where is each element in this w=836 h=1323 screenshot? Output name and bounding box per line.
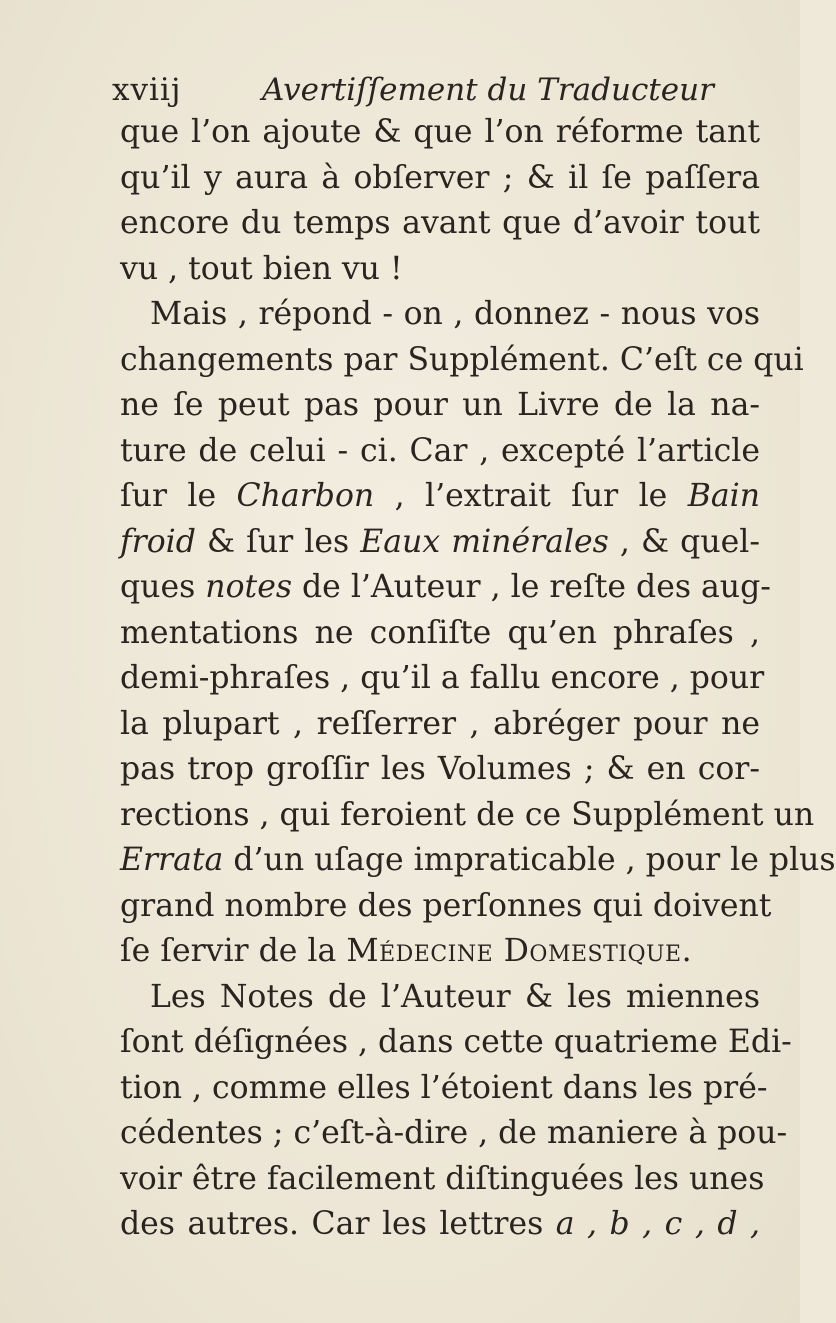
italic-term: Eaux minérales (360, 523, 609, 560)
text-run: d’un uſage impraticable , pour le plus (223, 842, 836, 878)
text-line: changements par Supplément. C’eſt ce qui (120, 341, 804, 378)
page-number: xviij (112, 72, 182, 108)
running-title: Avertiſſement du Traducteur (262, 72, 714, 108)
italic-term: froid (120, 523, 196, 560)
text-line: encore du temps avant que d’avoir tout (120, 205, 760, 241)
text-line: que l’on ajoute & que l’on réforme tant (120, 114, 760, 150)
small-caps-title: Médecine Domestique. (346, 933, 693, 969)
page-header (112, 70, 752, 110)
text-line: ſont déſignées , dans cette quatrieme Edi- (120, 1024, 792, 1060)
text-run: & ſur les (195, 523, 361, 560)
italic-term: notes (205, 569, 292, 605)
text-line (120, 929, 760, 975)
text-line: mentations ne conſiſte qu’en phraſes , (120, 614, 760, 651)
text-run: ſe ſervir de la (120, 933, 347, 969)
text-line: grand nombre des perſonnes qui doivent (120, 887, 772, 924)
text-line (120, 1202, 760, 1248)
text-run: de l’Auteur , le reſte des aug- (292, 569, 771, 605)
text-line: ne ſe peut pas pour un Livre de la na- (120, 387, 760, 423)
text-line: Les Notes de l’Auteur & les miennes (150, 978, 760, 1015)
text-line (120, 520, 760, 566)
text-line (120, 474, 760, 520)
text-line: qu’il y aura à obſerver ; & il ſe paſſera (120, 159, 760, 196)
text-line: la plupart , reſſerrer , abréger pour ne (120, 705, 760, 742)
body-text (120, 110, 836, 1248)
text-run: ques (120, 569, 206, 605)
text-line: ture de celui - ci. Car , excepté l’article (120, 432, 760, 469)
text-line (120, 838, 836, 884)
italic-letters: a , b , c , d , (555, 1206, 760, 1242)
italic-term: Charbon (236, 478, 375, 514)
text-run: ſur le (120, 478, 237, 514)
text-line: vu , tout bien vu ! (120, 250, 403, 287)
text-line (120, 565, 771, 611)
text-line: demi-phraſes , qu’il a fallu encore , pour (120, 660, 765, 696)
text-line: pas trop groſſir les Volumes ; & en cor- (120, 751, 760, 787)
text-run: , & quel- (608, 523, 760, 560)
text-line: Mais , répond - on , donnez - nous vos (150, 296, 760, 332)
text-run: des autres. Car les lettres (120, 1206, 556, 1242)
text-line: tion , comme elles l’étoient dans les pré- (120, 1069, 768, 1106)
italic-term: Errata (120, 842, 224, 878)
italic-term: Bain (687, 478, 760, 514)
text-run: , l’extrait ſur le (374, 478, 688, 514)
text-line: voir être facilement diſtinguées les unes (120, 1160, 765, 1197)
text-line: rections , qui feroient de ce Supplément un (120, 796, 815, 833)
text-line: cédentes ; c’eſt-à-dire , de maniere à pou- (120, 1115, 788, 1151)
